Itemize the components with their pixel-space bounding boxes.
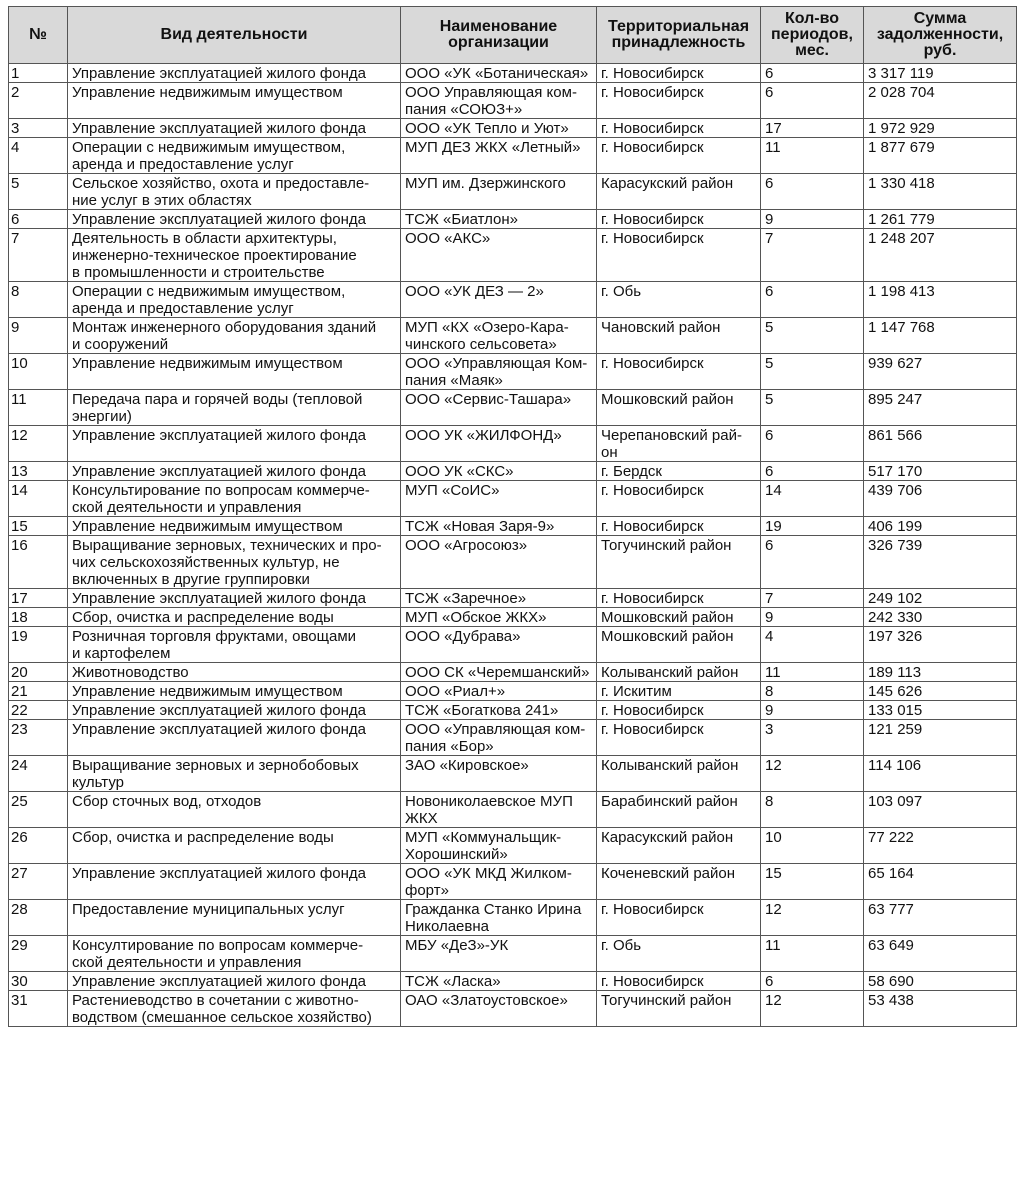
cell-num: 16	[9, 536, 68, 589]
table-row	[9, 936, 1017, 972]
cell-debt: 53 438	[864, 991, 1017, 1027]
table-row	[9, 792, 1017, 828]
cell-territory: Мошковский район	[597, 627, 761, 663]
cell-debt: 1 198 413	[864, 282, 1017, 318]
cell-num: 14	[9, 481, 68, 517]
cell-num: 31	[9, 991, 68, 1027]
cell-periods: 8	[761, 792, 864, 828]
cell-num: 7	[9, 229, 68, 282]
cell-organization: ООО «Дубрава»	[401, 627, 597, 663]
cell-debt: 3 317 119	[864, 64, 1017, 83]
cell-num: 24	[9, 756, 68, 792]
cell-organization: ООО Управляющая ком- пания «СОЮЗ+»	[401, 83, 597, 119]
cell-debt: 895 247	[864, 390, 1017, 426]
cell-organization: ООО «АКС»	[401, 229, 597, 282]
table-row	[9, 991, 1017, 1027]
cell-activity: Предоставление муниципальных услуг	[68, 900, 401, 936]
cell-territory: Черепановский рай- он	[597, 426, 761, 462]
cell-periods: 10	[761, 828, 864, 864]
table-row	[9, 174, 1017, 210]
cell-activity: Управление эксплуатацией жилого фонда	[68, 64, 401, 83]
cell-periods: 3	[761, 720, 864, 756]
cell-organization: ООО УК «ЖИЛФОНД»	[401, 426, 597, 462]
cell-organization: ТСЖ «Богаткова 241»	[401, 701, 597, 720]
header-territory: Территориальная принадлежность	[597, 7, 761, 64]
cell-debt: 145 626	[864, 682, 1017, 701]
cell-debt: 77 222	[864, 828, 1017, 864]
cell-periods: 6	[761, 282, 864, 318]
cell-activity: Сбор сточных вод, отходов	[68, 792, 401, 828]
cell-num: 17	[9, 589, 68, 608]
cell-territory: Карасукский район	[597, 828, 761, 864]
cell-territory: г. Новосибирск	[597, 481, 761, 517]
table-body	[9, 64, 1017, 1027]
cell-num: 29	[9, 936, 68, 972]
cell-periods: 11	[761, 138, 864, 174]
cell-num: 2	[9, 83, 68, 119]
cell-activity: Управление эксплуатацией жилого фонда	[68, 701, 401, 720]
cell-num: 27	[9, 864, 68, 900]
cell-debt: 58 690	[864, 972, 1017, 991]
cell-debt: 197 326	[864, 627, 1017, 663]
table-row	[9, 282, 1017, 318]
cell-organization: ООО «Сервис-Ташара»	[401, 390, 597, 426]
cell-num: 30	[9, 972, 68, 991]
cell-organization: ООО «Управляющая Ком- пания «Маяк»	[401, 354, 597, 390]
cell-organization: Гражданка Станко Ирина Николаевна	[401, 900, 597, 936]
cell-activity: Консультирование по вопросам коммерче- ской деятельности и управления	[68, 481, 401, 517]
cell-territory: г. Новосибирск	[597, 210, 761, 229]
table-row	[9, 119, 1017, 138]
cell-periods: 6	[761, 972, 864, 991]
cell-debt: 114 106	[864, 756, 1017, 792]
table-row	[9, 828, 1017, 864]
cell-num: 1	[9, 64, 68, 83]
cell-territory: Колыванский район	[597, 756, 761, 792]
table-row	[9, 517, 1017, 536]
table-row	[9, 318, 1017, 354]
cell-periods: 19	[761, 517, 864, 536]
cell-activity: Сбор, очистка и распределение воды	[68, 608, 401, 627]
table-row	[9, 701, 1017, 720]
cell-territory: г. Новосибирск	[597, 517, 761, 536]
cell-num: 19	[9, 627, 68, 663]
cell-territory: Тогучинский район	[597, 536, 761, 589]
cell-activity: Сельское хозяйство, охота и предоставле- ние услуг в этих областях	[68, 174, 401, 210]
table-row	[9, 972, 1017, 991]
cell-num: 28	[9, 900, 68, 936]
cell-organization: ЗАО «Кировское»	[401, 756, 597, 792]
cell-num: 26	[9, 828, 68, 864]
cell-debt: 2 028 704	[864, 83, 1017, 119]
table-row	[9, 720, 1017, 756]
cell-organization: МБУ «ДеЗ»-УК	[401, 936, 597, 972]
cell-periods: 4	[761, 627, 864, 663]
cell-periods: 9	[761, 210, 864, 229]
table-row	[9, 608, 1017, 627]
cell-territory: г. Бердск	[597, 462, 761, 481]
cell-territory: Барабинский район	[597, 792, 761, 828]
cell-periods: 15	[761, 864, 864, 900]
cell-activity: Выращивание зерновых и зернобобовых культур	[68, 756, 401, 792]
cell-num: 9	[9, 318, 68, 354]
header-debt: Сумма задолженности, руб.	[864, 7, 1017, 64]
cell-organization: ООО «Риал+»	[401, 682, 597, 701]
cell-periods: 9	[761, 608, 864, 627]
cell-periods: 9	[761, 701, 864, 720]
cell-periods: 12	[761, 900, 864, 936]
cell-territory: г. Новосибирск	[597, 720, 761, 756]
cell-organization: МУП «Обское ЖКХ»	[401, 608, 597, 627]
cell-territory: г. Новосибирск	[597, 229, 761, 282]
cell-num: 20	[9, 663, 68, 682]
header-organization: Наименование организации	[401, 7, 597, 64]
cell-debt: 939 627	[864, 354, 1017, 390]
cell-debt: 1 248 207	[864, 229, 1017, 282]
cell-organization: ООО «УК МКД Жилком- форт»	[401, 864, 597, 900]
cell-periods: 11	[761, 936, 864, 972]
cell-debt: 326 739	[864, 536, 1017, 589]
table-row	[9, 138, 1017, 174]
table-row	[9, 481, 1017, 517]
cell-activity: Управление эксплуатацией жилого фонда	[68, 589, 401, 608]
cell-num: 3	[9, 119, 68, 138]
cell-activity: Управление эксплуатацией жилого фонда	[68, 972, 401, 991]
cell-debt: 65 164	[864, 864, 1017, 900]
cell-organization: МУП им. Дзержинского	[401, 174, 597, 210]
cell-activity: Операции с недвижимым имуществом, аренда и предоставление услуг	[68, 138, 401, 174]
cell-territory: Мошковский район	[597, 608, 761, 627]
cell-territory: г. Новосибирск	[597, 354, 761, 390]
cell-debt: 121 259	[864, 720, 1017, 756]
table-row	[9, 589, 1017, 608]
cell-activity: Растениеводство в сочетании с животно- водством (смешанное сельское хозяйство)	[68, 991, 401, 1027]
cell-territory: г. Обь	[597, 282, 761, 318]
cell-territory: г. Новосибирск	[597, 83, 761, 119]
cell-debt: 406 199	[864, 517, 1017, 536]
cell-debt: 63 649	[864, 936, 1017, 972]
cell-organization: ООО СК «Черемшанский»	[401, 663, 597, 682]
cell-debt: 242 330	[864, 608, 1017, 627]
cell-territory: Мошковский район	[597, 390, 761, 426]
table-row	[9, 354, 1017, 390]
cell-debt: 1 330 418	[864, 174, 1017, 210]
cell-activity: Розничная торговля фруктами, овощами и картофелем	[68, 627, 401, 663]
cell-territory: г. Искитим	[597, 682, 761, 701]
cell-num: 23	[9, 720, 68, 756]
cell-territory: Чановский район	[597, 318, 761, 354]
cell-organization: ТСЖ «Новая Заря-9»	[401, 517, 597, 536]
cell-territory: г. Обь	[597, 936, 761, 972]
cell-num: 21	[9, 682, 68, 701]
cell-activity: Управление эксплуатацией жилого фонда	[68, 426, 401, 462]
cell-activity: Передача пара и горячей воды (тепловой энергии)	[68, 390, 401, 426]
cell-num: 18	[9, 608, 68, 627]
cell-organization: МУП «Коммунальщик- Хорошинский»	[401, 828, 597, 864]
cell-activity: Выращивание зерновых, технических и про- чих сельскохозяйственных культур, не включенных в другие группировки	[68, 536, 401, 589]
cell-territory: г. Новосибирск	[597, 64, 761, 83]
cell-organization: ООО «УК Тепло и Уют»	[401, 119, 597, 138]
cell-debt: 1 877 679	[864, 138, 1017, 174]
cell-organization: ООО «Агросоюз»	[401, 536, 597, 589]
cell-activity: Консултирование по вопросам коммерче- ской деятельности и управления	[68, 936, 401, 972]
cell-territory: г. Новосибирск	[597, 589, 761, 608]
cell-periods: 17	[761, 119, 864, 138]
cell-activity: Деятельность в области архитектуры, инженерно-техническое проектирование в промышленности и строительстве	[68, 229, 401, 282]
table-row	[9, 900, 1017, 936]
cell-activity: Управление эксплуатацией жилого фонда	[68, 210, 401, 229]
table-row	[9, 462, 1017, 481]
cell-periods: 8	[761, 682, 864, 701]
cell-territory: Тогучинский район	[597, 991, 761, 1027]
cell-periods: 7	[761, 589, 864, 608]
cell-num: 12	[9, 426, 68, 462]
cell-territory: Карасукский район	[597, 174, 761, 210]
table-row	[9, 663, 1017, 682]
cell-debt: 439 706	[864, 481, 1017, 517]
cell-activity: Сбор, очистка и распределение воды	[68, 828, 401, 864]
cell-periods: 6	[761, 64, 864, 83]
cell-activity: Управление недвижимым имуществом	[68, 517, 401, 536]
cell-organization: ОАО «Златоустовское»	[401, 991, 597, 1027]
table-row	[9, 83, 1017, 119]
cell-organization: МУП «КХ «Озеро-Кара- чинского сельсовета»	[401, 318, 597, 354]
cell-periods: 5	[761, 354, 864, 390]
cell-debt: 249 102	[864, 589, 1017, 608]
header-activity: Вид деятельности	[68, 7, 401, 64]
cell-territory: г. Новосибирск	[597, 900, 761, 936]
cell-periods: 6	[761, 83, 864, 119]
cell-organization: ООО «Управляющая ком- пания «Бор»	[401, 720, 597, 756]
cell-organization: ООО «УК «Ботаническая»	[401, 64, 597, 83]
table-row	[9, 390, 1017, 426]
debt-table	[8, 6, 1017, 1027]
cell-periods: 6	[761, 174, 864, 210]
cell-num: 15	[9, 517, 68, 536]
cell-debt: 63 777	[864, 900, 1017, 936]
cell-periods: 6	[761, 426, 864, 462]
cell-debt: 1 972 929	[864, 119, 1017, 138]
cell-periods: 5	[761, 318, 864, 354]
cell-activity: Животноводство	[68, 663, 401, 682]
cell-activity: Управление недвижимым имуществом	[68, 682, 401, 701]
cell-debt: 133 015	[864, 701, 1017, 720]
table-header-row	[9, 7, 1017, 64]
cell-organization: МУП ДЕЗ ЖКХ «Летный»	[401, 138, 597, 174]
cell-territory: г. Новосибирск	[597, 138, 761, 174]
table-row	[9, 426, 1017, 462]
cell-debt: 517 170	[864, 462, 1017, 481]
table-row	[9, 210, 1017, 229]
cell-periods: 7	[761, 229, 864, 282]
cell-territory: г. Новосибирск	[597, 701, 761, 720]
cell-organization: ООО «УК ДЕЗ — 2»	[401, 282, 597, 318]
cell-territory: Коченевский район	[597, 864, 761, 900]
cell-debt: 1 261 779	[864, 210, 1017, 229]
cell-num: 13	[9, 462, 68, 481]
cell-territory: г. Новосибирск	[597, 119, 761, 138]
table-row	[9, 229, 1017, 282]
cell-activity: Управление эксплуатацией жилого фонда	[68, 119, 401, 138]
cell-num: 8	[9, 282, 68, 318]
cell-debt: 1 147 768	[864, 318, 1017, 354]
cell-num: 10	[9, 354, 68, 390]
cell-activity: Монтаж инженерного оборудования зданий и сооружений	[68, 318, 401, 354]
cell-activity: Управление недвижимым имуществом	[68, 354, 401, 390]
cell-debt: 861 566	[864, 426, 1017, 462]
table-row	[9, 682, 1017, 701]
cell-periods: 5	[761, 390, 864, 426]
header-periods: Кол-во периодов, мес.	[761, 7, 864, 64]
cell-organization: МУП «СоИС»	[401, 481, 597, 517]
cell-num: 5	[9, 174, 68, 210]
cell-periods: 14	[761, 481, 864, 517]
cell-periods: 6	[761, 536, 864, 589]
cell-organization: ТСЖ «Заречное»	[401, 589, 597, 608]
cell-organization: Новониколаевское МУП ЖКХ	[401, 792, 597, 828]
cell-num: 4	[9, 138, 68, 174]
cell-periods: 6	[761, 462, 864, 481]
cell-territory: Колыванский район	[597, 663, 761, 682]
cell-periods: 12	[761, 756, 864, 792]
cell-activity: Операции с недвижимым имуществом, аренда и предоставление услуг	[68, 282, 401, 318]
cell-activity: Управление эксплуатацией жилого фонда	[68, 864, 401, 900]
cell-num: 11	[9, 390, 68, 426]
header-num: №	[9, 7, 68, 64]
cell-periods: 11	[761, 663, 864, 682]
cell-num: 6	[9, 210, 68, 229]
table-row	[9, 864, 1017, 900]
cell-periods: 12	[761, 991, 864, 1027]
cell-debt: 189 113	[864, 663, 1017, 682]
cell-debt: 103 097	[864, 792, 1017, 828]
cell-organization: ТСЖ «Биатлон»	[401, 210, 597, 229]
table-row	[9, 64, 1017, 83]
cell-organization: ООО УК «СКС»	[401, 462, 597, 481]
cell-territory: г. Новосибирск	[597, 972, 761, 991]
cell-num: 25	[9, 792, 68, 828]
cell-activity: Управление эксплуатацией жилого фонда	[68, 720, 401, 756]
table-row	[9, 536, 1017, 589]
table-row	[9, 756, 1017, 792]
table-row	[9, 627, 1017, 663]
cell-activity: Управление недвижимым имуществом	[68, 83, 401, 119]
cell-activity: Управление эксплуатацией жилого фонда	[68, 462, 401, 481]
cell-organization: ТСЖ «Ласка»	[401, 972, 597, 991]
cell-num: 22	[9, 701, 68, 720]
